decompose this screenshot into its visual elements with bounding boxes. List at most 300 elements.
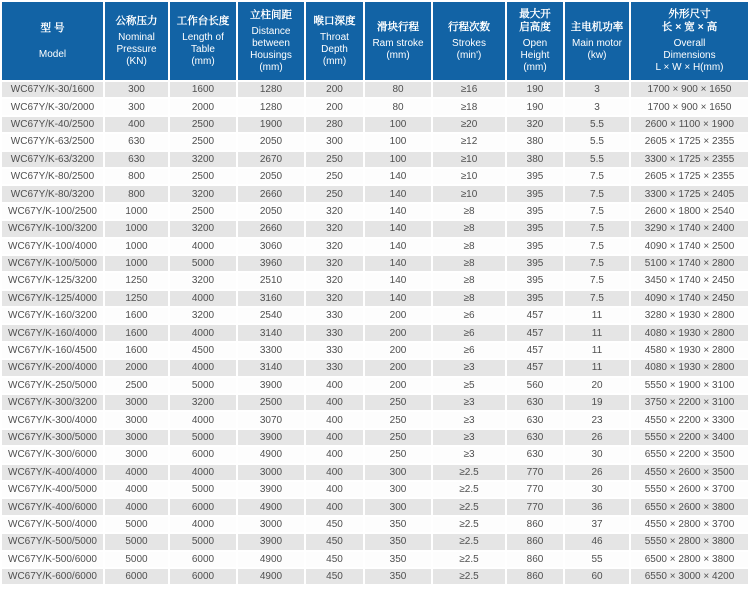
cell-housing-distance: 2050: [238, 169, 304, 184]
cell-ram-stroke: 300: [365, 499, 431, 514]
spec-row: [2, 82, 748, 97]
cell-open-height: 630: [507, 395, 563, 410]
cell-table-length: 4000: [170, 412, 236, 427]
cell-main-motor: 11: [565, 308, 629, 323]
cell-strokes: ≥8: [433, 239, 505, 254]
cell-main-motor: 30: [565, 482, 629, 497]
cell-main-motor: 11: [565, 343, 629, 358]
cell-overall-dimensions: 2600 × 1800 × 2540: [631, 204, 748, 219]
cell-ram-stroke: 250: [365, 430, 431, 445]
cell-open-height: 395: [507, 204, 563, 219]
cell-overall-dimensions: 5550 × 1900 × 3100: [631, 378, 748, 393]
cell-nominal-pressure: 1000: [105, 204, 168, 219]
cell-ram-stroke: 300: [365, 482, 431, 497]
cell-table-length: 6000: [170, 552, 236, 567]
cell-table-length: 3200: [170, 152, 236, 167]
cell-overall-dimensions: 3300 × 1725 × 2405: [631, 186, 748, 201]
column-header-overall-dimensions: [631, 2, 748, 80]
cell-nominal-pressure: 630: [105, 134, 168, 149]
spec-row: [2, 273, 748, 288]
cell-main-motor: 20: [565, 378, 629, 393]
cell-model: WC67Y/K-100/3200: [2, 221, 103, 236]
cell-strokes: ≥2.5: [433, 569, 505, 584]
cell-throat-depth: 320: [306, 221, 363, 236]
cell-overall-dimensions: 3300 × 1725 × 2355: [631, 152, 748, 167]
cell-throat-depth: 250: [306, 152, 363, 167]
header-label-zh: 外形尺寸 长 × 宽 × 高: [661, 8, 718, 33]
cell-overall-dimensions: 5550 × 2800 × 3800: [631, 534, 748, 549]
cell-ram-stroke: 100: [365, 134, 431, 149]
cell-nominal-pressure: 3000: [105, 447, 168, 462]
spec-row: [2, 430, 748, 445]
cell-ram-stroke: 140: [365, 256, 431, 271]
cell-main-motor: 23: [565, 412, 629, 427]
cell-model: WC67Y/K-300/4000: [2, 412, 103, 427]
cell-model: WC67Y/K-63/2500: [2, 134, 103, 149]
column-header-open-height: [507, 2, 563, 80]
cell-housing-distance: 3960: [238, 256, 304, 271]
cell-housing-distance: 2500: [238, 395, 304, 410]
cell-table-length: 4000: [170, 239, 236, 254]
cell-open-height: 395: [507, 169, 563, 184]
cell-strokes: ≥2.5: [433, 465, 505, 480]
cell-housing-distance: 3900: [238, 430, 304, 445]
cell-model: WC67Y/K-80/3200: [2, 186, 103, 201]
spec-row: [2, 569, 748, 584]
cell-open-height: 395: [507, 291, 563, 306]
column-header-main-motor: [565, 2, 629, 80]
cell-model: WC67Y/K-160/4500: [2, 343, 103, 358]
cell-table-length: 3200: [170, 395, 236, 410]
cell-table-length: 3200: [170, 221, 236, 236]
cell-table-length: 4000: [170, 325, 236, 340]
cell-main-motor: 60: [565, 569, 629, 584]
cell-main-motor: 11: [565, 360, 629, 375]
cell-ram-stroke: 250: [365, 412, 431, 427]
spec-row: [2, 499, 748, 514]
cell-nominal-pressure: 1250: [105, 273, 168, 288]
cell-main-motor: 19: [565, 395, 629, 410]
cell-housing-distance: 2050: [238, 134, 304, 149]
cell-model: WC67Y/K-400/6000: [2, 499, 103, 514]
cell-throat-depth: 450: [306, 552, 363, 567]
cell-nominal-pressure: 800: [105, 186, 168, 201]
cell-table-length: 3200: [170, 308, 236, 323]
cell-strokes: ≥12: [433, 134, 505, 149]
cell-main-motor: 7.5: [565, 239, 629, 254]
cell-open-height: 560: [507, 378, 563, 393]
column-header-nominal-pressure: [105, 2, 168, 80]
cell-strokes: ≥8: [433, 221, 505, 236]
cell-throat-depth: 320: [306, 256, 363, 271]
cell-main-motor: 46: [565, 534, 629, 549]
header-label-en: Nominal Pressure (KN): [116, 31, 157, 67]
cell-housing-distance: 2050: [238, 204, 304, 219]
cell-strokes: ≥16: [433, 82, 505, 97]
cell-table-length: 1600: [170, 82, 236, 97]
cell-throat-depth: 320: [306, 273, 363, 288]
spec-row: [2, 325, 748, 340]
cell-overall-dimensions: 6550 × 2200 × 3500: [631, 447, 748, 462]
cell-table-length: 2500: [170, 134, 236, 149]
cell-table-length: 3200: [170, 273, 236, 288]
cell-main-motor: 3: [565, 82, 629, 97]
cell-strokes: ≥2.5: [433, 499, 505, 514]
cell-strokes: ≥8: [433, 273, 505, 288]
cell-open-height: 770: [507, 499, 563, 514]
header-label-zh: 行程次数: [448, 20, 490, 33]
cell-housing-distance: 3070: [238, 412, 304, 427]
header-label-en: Throat Depth (mm): [320, 31, 349, 67]
cell-throat-depth: 450: [306, 517, 363, 532]
cell-open-height: 860: [507, 534, 563, 549]
cell-main-motor: 36: [565, 499, 629, 514]
cell-model: WC67Y/K-63/3200: [2, 152, 103, 167]
cell-nominal-pressure: 1000: [105, 256, 168, 271]
cell-model: WC67Y/K-200/4000: [2, 360, 103, 375]
cell-overall-dimensions: 3290 × 1740 × 2400: [631, 221, 748, 236]
cell-ram-stroke: 200: [365, 343, 431, 358]
cell-throat-depth: 250: [306, 186, 363, 201]
cell-overall-dimensions: 2605 × 1725 × 2355: [631, 134, 748, 149]
cell-strokes: ≥3: [433, 395, 505, 410]
spec-table-body: [2, 82, 748, 584]
cell-housing-distance: 3300: [238, 343, 304, 358]
cell-throat-depth: 450: [306, 534, 363, 549]
cell-nominal-pressure: 1600: [105, 308, 168, 323]
spec-row: [2, 465, 748, 480]
cell-throat-depth: 400: [306, 499, 363, 514]
cell-throat-depth: 200: [306, 99, 363, 114]
cell-throat-depth: 330: [306, 360, 363, 375]
cell-overall-dimensions: 4550 × 2600 × 3500: [631, 465, 748, 480]
column-header-strokes: [433, 2, 505, 80]
cell-open-height: 860: [507, 552, 563, 567]
cell-nominal-pressure: 5000: [105, 534, 168, 549]
cell-open-height: 190: [507, 99, 563, 114]
cell-housing-distance: 3140: [238, 360, 304, 375]
cell-overall-dimensions: 1700 × 900 × 1650: [631, 82, 748, 97]
cell-strokes: ≥2.5: [433, 517, 505, 532]
cell-housing-distance: 2660: [238, 221, 304, 236]
header-label-en: Overall Dimensions L × W × H(mm): [655, 38, 724, 73]
cell-strokes: ≥2.5: [433, 552, 505, 567]
header-label-en: Open Height (mm): [520, 38, 550, 73]
header-label-en: Length of Table (mm): [182, 31, 224, 67]
header-label-en: Ram stroke (mm): [372, 37, 424, 61]
cell-throat-depth: 280: [306, 117, 363, 132]
spec-row: [2, 552, 748, 567]
cell-table-length: 6000: [170, 569, 236, 584]
cell-housing-distance: 3000: [238, 517, 304, 532]
header-label-zh: 工作台长度: [176, 14, 230, 27]
cell-strokes: ≥2.5: [433, 482, 505, 497]
cell-nominal-pressure: 300: [105, 82, 168, 97]
cell-model: WC67Y/K-250/5000: [2, 378, 103, 393]
cell-main-motor: 7.5: [565, 204, 629, 219]
cell-housing-distance: 4900: [238, 552, 304, 567]
cell-ram-stroke: 140: [365, 204, 431, 219]
spec-row: [2, 447, 748, 462]
cell-strokes: ≥20: [433, 117, 505, 132]
cell-model: WC67Y/K-500/5000: [2, 534, 103, 549]
header-label-en: Model: [38, 48, 67, 60]
cell-nominal-pressure: 3000: [105, 412, 168, 427]
cell-main-motor: 5.5: [565, 117, 629, 132]
cell-housing-distance: 1900: [238, 117, 304, 132]
spec-row: [2, 412, 748, 427]
cell-housing-distance: 3900: [238, 482, 304, 497]
cell-housing-distance: 3000: [238, 465, 304, 480]
cell-open-height: 457: [507, 360, 563, 375]
cell-model: WC67Y/K-160/3200: [2, 308, 103, 323]
spec-row: [2, 221, 748, 236]
header-label-en: Strokes (min'): [452, 37, 486, 61]
cell-throat-depth: 320: [306, 291, 363, 306]
header-label-zh: 滑块行程: [377, 20, 419, 33]
spec-row: [2, 517, 748, 532]
cell-overall-dimensions: 2605 × 1725 × 2355: [631, 169, 748, 184]
cell-table-length: 4000: [170, 465, 236, 480]
spec-row: [2, 239, 748, 254]
cell-strokes: ≥3: [433, 430, 505, 445]
spec-row: [2, 482, 748, 497]
cell-open-height: 770: [507, 465, 563, 480]
cell-model: WC67Y/K-100/2500: [2, 204, 103, 219]
cell-model: WC67Y/K-30/1600: [2, 82, 103, 97]
spec-row: [2, 186, 748, 201]
cell-main-motor: 3: [565, 99, 629, 114]
cell-overall-dimensions: 5100 × 1740 × 2800: [631, 256, 748, 271]
cell-open-height: 860: [507, 569, 563, 584]
cell-strokes: ≥8: [433, 291, 505, 306]
cell-housing-distance: 2540: [238, 308, 304, 323]
cell-ram-stroke: 140: [365, 291, 431, 306]
cell-table-length: 2500: [170, 117, 236, 132]
header-label-en: Distance between Housings (mm): [250, 25, 292, 73]
cell-open-height: 395: [507, 273, 563, 288]
cell-model: WC67Y/K-600/6000: [2, 569, 103, 584]
cell-throat-depth: 300: [306, 134, 363, 149]
cell-ram-stroke: 350: [365, 517, 431, 532]
header-label-zh: 立柱间距: [250, 8, 292, 21]
cell-overall-dimensions: 4580 × 1930 × 2800: [631, 343, 748, 358]
cell-main-motor: 55: [565, 552, 629, 567]
cell-main-motor: 26: [565, 430, 629, 445]
cell-strokes: ≥10: [433, 169, 505, 184]
cell-nominal-pressure: 6000: [105, 569, 168, 584]
cell-throat-depth: 400: [306, 482, 363, 497]
cell-overall-dimensions: 4550 × 2200 × 3300: [631, 412, 748, 427]
cell-ram-stroke: 300: [365, 465, 431, 480]
cell-ram-stroke: 100: [365, 152, 431, 167]
cell-strokes: ≥3: [433, 360, 505, 375]
column-header-table-length: [170, 2, 236, 80]
cell-nominal-pressure: 1250: [105, 291, 168, 306]
cell-table-length: 4500: [170, 343, 236, 358]
cell-throat-depth: 400: [306, 465, 363, 480]
cell-strokes: ≥6: [433, 308, 505, 323]
cell-model: WC67Y/K-300/5000: [2, 430, 103, 445]
cell-main-motor: 5.5: [565, 152, 629, 167]
cell-open-height: 630: [507, 430, 563, 445]
cell-housing-distance: 3060: [238, 239, 304, 254]
cell-throat-depth: 400: [306, 430, 363, 445]
cell-open-height: 380: [507, 152, 563, 167]
cell-nominal-pressure: 1600: [105, 325, 168, 340]
cell-open-height: 320: [507, 117, 563, 132]
cell-model: WC67Y/K-500/6000: [2, 552, 103, 567]
cell-strokes: ≥6: [433, 325, 505, 340]
cell-open-height: 630: [507, 412, 563, 427]
cell-main-motor: 11: [565, 325, 629, 340]
cell-table-length: 2500: [170, 169, 236, 184]
cell-strokes: ≥8: [433, 204, 505, 219]
cell-table-length: 3200: [170, 186, 236, 201]
cell-ram-stroke: 100: [365, 117, 431, 132]
cell-ram-stroke: 250: [365, 447, 431, 462]
cell-ram-stroke: 80: [365, 99, 431, 114]
cell-housing-distance: 4900: [238, 499, 304, 514]
cell-housing-distance: 3140: [238, 325, 304, 340]
cell-ram-stroke: 200: [365, 308, 431, 323]
column-header-model: [2, 2, 103, 80]
cell-ram-stroke: 250: [365, 395, 431, 410]
cell-main-motor: 5.5: [565, 134, 629, 149]
cell-open-height: 395: [507, 239, 563, 254]
cell-open-height: 457: [507, 308, 563, 323]
cell-overall-dimensions: 3280 × 1930 × 2800: [631, 308, 748, 323]
cell-overall-dimensions: 5550 × 2200 × 3400: [631, 430, 748, 445]
cell-housing-distance: 2670: [238, 152, 304, 167]
spec-row: [2, 256, 748, 271]
cell-main-motor: 37: [565, 517, 629, 532]
cell-strokes: ≥2.5: [433, 534, 505, 549]
header-label-zh: 公称压力: [115, 14, 158, 27]
cell-overall-dimensions: 4080 × 1930 × 2800: [631, 360, 748, 375]
cell-housing-distance: 1280: [238, 99, 304, 114]
cell-open-height: 190: [507, 82, 563, 97]
cell-model: WC67Y/K-125/3200: [2, 273, 103, 288]
cell-nominal-pressure: 4000: [105, 499, 168, 514]
cell-model: WC67Y/K-100/4000: [2, 239, 103, 254]
cell-open-height: 630: [507, 447, 563, 462]
cell-overall-dimensions: 4080 × 1930 × 2800: [631, 325, 748, 340]
spec-row: [2, 134, 748, 149]
cell-nominal-pressure: 5000: [105, 517, 168, 532]
cell-model: WC67Y/K-160/4000: [2, 325, 103, 340]
cell-open-height: 457: [507, 325, 563, 340]
cell-nominal-pressure: 630: [105, 152, 168, 167]
spec-row: [2, 395, 748, 410]
cell-ram-stroke: 140: [365, 273, 431, 288]
cell-strokes: ≥10: [433, 186, 505, 201]
cell-housing-distance: 2660: [238, 186, 304, 201]
cell-overall-dimensions: 5550 × 2600 × 3700: [631, 482, 748, 497]
spec-table-head: [2, 2, 748, 80]
cell-housing-distance: 4900: [238, 569, 304, 584]
column-header-housing-distance: [238, 2, 304, 80]
cell-table-length: 4000: [170, 517, 236, 532]
cell-throat-depth: 330: [306, 343, 363, 358]
cell-open-height: 860: [507, 517, 563, 532]
cell-ram-stroke: 200: [365, 378, 431, 393]
cell-throat-depth: 320: [306, 204, 363, 219]
cell-table-length: 6000: [170, 447, 236, 462]
cell-overall-dimensions: 3750 × 2200 × 3100: [631, 395, 748, 410]
cell-housing-distance: 2510: [238, 273, 304, 288]
cell-model: WC67Y/K-400/4000: [2, 465, 103, 480]
cell-ram-stroke: 200: [365, 360, 431, 375]
cell-ram-stroke: 140: [365, 186, 431, 201]
cell-throat-depth: 320: [306, 239, 363, 254]
cell-ram-stroke: 80: [365, 82, 431, 97]
spec-row: [2, 291, 748, 306]
cell-overall-dimensions: 4550 × 2800 × 3700: [631, 517, 748, 532]
cell-housing-distance: 1280: [238, 82, 304, 97]
cell-overall-dimensions: 2600 × 1100 × 1900: [631, 117, 748, 132]
cell-nominal-pressure: 4000: [105, 465, 168, 480]
cell-main-motor: 26: [565, 465, 629, 480]
cell-ram-stroke: 350: [365, 552, 431, 567]
spec-row: [2, 99, 748, 114]
cell-open-height: 380: [507, 134, 563, 149]
cell-ram-stroke: 140: [365, 239, 431, 254]
cell-nominal-pressure: 1600: [105, 343, 168, 358]
cell-housing-distance: 3900: [238, 378, 304, 393]
spec-row: [2, 343, 748, 358]
cell-main-motor: 7.5: [565, 221, 629, 236]
cell-table-length: 4000: [170, 291, 236, 306]
cell-nominal-pressure: 400: [105, 117, 168, 132]
cell-table-length: 5000: [170, 482, 236, 497]
cell-overall-dimensions: 1700 × 900 × 1650: [631, 99, 748, 114]
cell-main-motor: 7.5: [565, 169, 629, 184]
cell-housing-distance: 3900: [238, 534, 304, 549]
cell-overall-dimensions: 4090 × 1740 × 2500: [631, 239, 748, 254]
cell-overall-dimensions: 4090 × 1740 × 2450: [631, 291, 748, 306]
cell-strokes: ≥6: [433, 343, 505, 358]
cell-throat-depth: 250: [306, 169, 363, 184]
cell-throat-depth: 400: [306, 447, 363, 462]
cell-table-length: 6000: [170, 499, 236, 514]
cell-open-height: 395: [507, 256, 563, 271]
cell-open-height: 457: [507, 343, 563, 358]
cell-nominal-pressure: 3000: [105, 430, 168, 445]
cell-ram-stroke: 350: [365, 534, 431, 549]
header-label-zh: 型 号: [40, 21, 65, 34]
cell-table-length: 2500: [170, 204, 236, 219]
cell-ram-stroke: 200: [365, 325, 431, 340]
header-row: [2, 2, 748, 80]
cell-open-height: 395: [507, 221, 563, 236]
spec-row: [2, 152, 748, 167]
cell-nominal-pressure: 800: [105, 169, 168, 184]
cell-main-motor: 7.5: [565, 186, 629, 201]
cell-throat-depth: 400: [306, 412, 363, 427]
cell-throat-depth: 400: [306, 395, 363, 410]
cell-ram-stroke: 350: [365, 569, 431, 584]
cell-table-length: 5000: [170, 256, 236, 271]
cell-open-height: 395: [507, 186, 563, 201]
cell-strokes: ≥18: [433, 99, 505, 114]
cell-throat-depth: 400: [306, 378, 363, 393]
cell-nominal-pressure: 2500: [105, 378, 168, 393]
cell-main-motor: 30: [565, 447, 629, 462]
cell-model: WC67Y/K-100/5000: [2, 256, 103, 271]
column-header-ram-stroke: [365, 2, 431, 80]
spec-row: [2, 169, 748, 184]
